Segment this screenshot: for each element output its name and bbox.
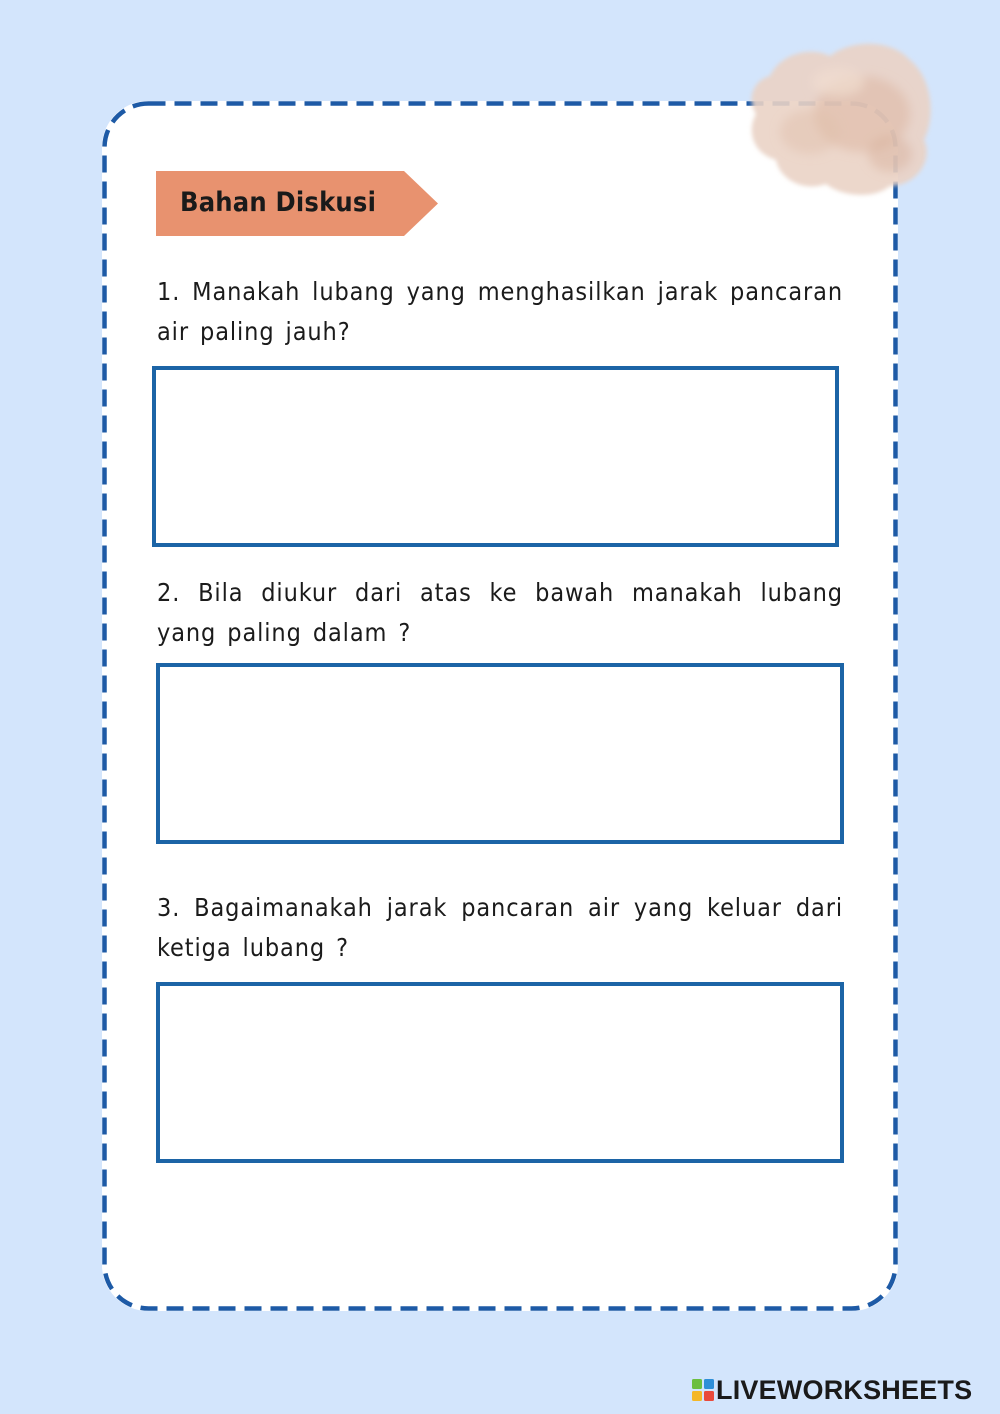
- answer-box-1[interactable]: [152, 366, 839, 547]
- answer-box-3[interactable]: [156, 982, 844, 1163]
- liveworksheets-logo-icon: [692, 1379, 714, 1401]
- liveworksheets-brand: [692, 1375, 972, 1405]
- answer-box-2[interactable]: [156, 663, 844, 844]
- section-tag: [156, 171, 438, 236]
- question-1-text: 1. Manakah lubang yang menghasilkan jarak pancaran air paling jauh?: [157, 277, 843, 346]
- watercolor-stain-decoration: [740, 36, 936, 200]
- question-2-text: 2. Bila diukur dari atas ke bawah manakah lubang yang paling dalam ?: [157, 578, 843, 647]
- question-3-text: 3. Bagaimanakah jarak pancaran air yang keluar dari ketiga lubang ?: [157, 893, 843, 962]
- brand-text: LIVEWORKSHEETS: [716, 1374, 973, 1405]
- section-title: Bahan Diskusi: [180, 187, 377, 218]
